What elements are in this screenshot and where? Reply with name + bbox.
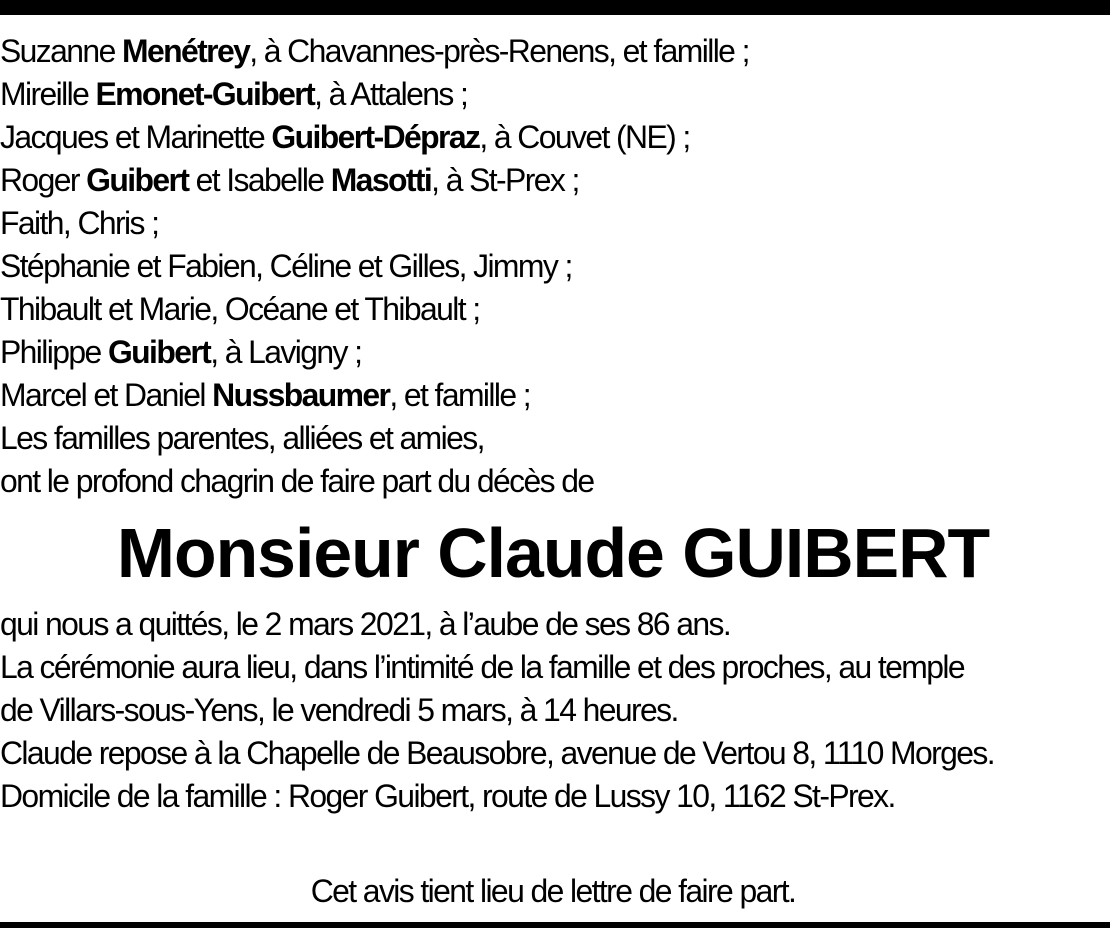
detail-line: de Villars-sous-Yens, le vendredi 5 mars, à 14 heures. [0,692,678,728]
closing-note: Cet avis tient lieu de lettre de faire part. [310,873,796,909]
spacer [0,818,1110,870]
family-list [0,30,1110,503]
family-line: Marcel et Daniel Nussbaumer, et famille ; [0,377,531,413]
details-list [0,603,1110,818]
family-line: Faith, Chris ; [0,205,159,241]
family-line: Suzanne Menétrey, à Chavannes-près-Renens, et famille ; [0,33,749,69]
detail-line: Domicile de la famille : Roger Guibert, route de Lussy 10, 1162 St-Prex. [0,778,895,814]
top-rule [0,0,1110,15]
family-line: Roger Guibert et Isabelle Masotti, à St-Prex ; [0,162,579,198]
announcement-line: ont le profond chagrin de faire part du décès de [0,463,594,499]
family-line: Les familles parentes, alliées et amies, [0,420,484,456]
family-line: Jacques et Marinette Guibert-Dépraz, à Couvet (NE) ; [0,119,690,155]
family-line: Thibault et Marie, Océane et Thibault ; [0,291,480,327]
detail-line: La cérémonie aura lieu, dans l’intimité de la famille et des proches, au temple [0,649,965,685]
deceased-name: Monsieur Claude GUIBERT [116,514,990,592]
family-line: Mireille Emonet-Guibert, à Attalens ; [0,76,468,112]
detail-line: Claude repose à la Chapelle de Beausobre, avenue de Vertou 8, 1110 Morges. [0,735,995,771]
detail-line: qui nous a quittés, le 2 mars 2021, à l’aube de ses 86 ans. [0,606,731,642]
obituary-notice [0,30,1110,913]
family-line: Stéphanie et Fabien, Céline et Gilles, Jimmy ; [0,248,572,284]
family-line: Philippe Guibert, à Lavigny ; [0,334,362,370]
bottom-rule [0,922,1110,928]
